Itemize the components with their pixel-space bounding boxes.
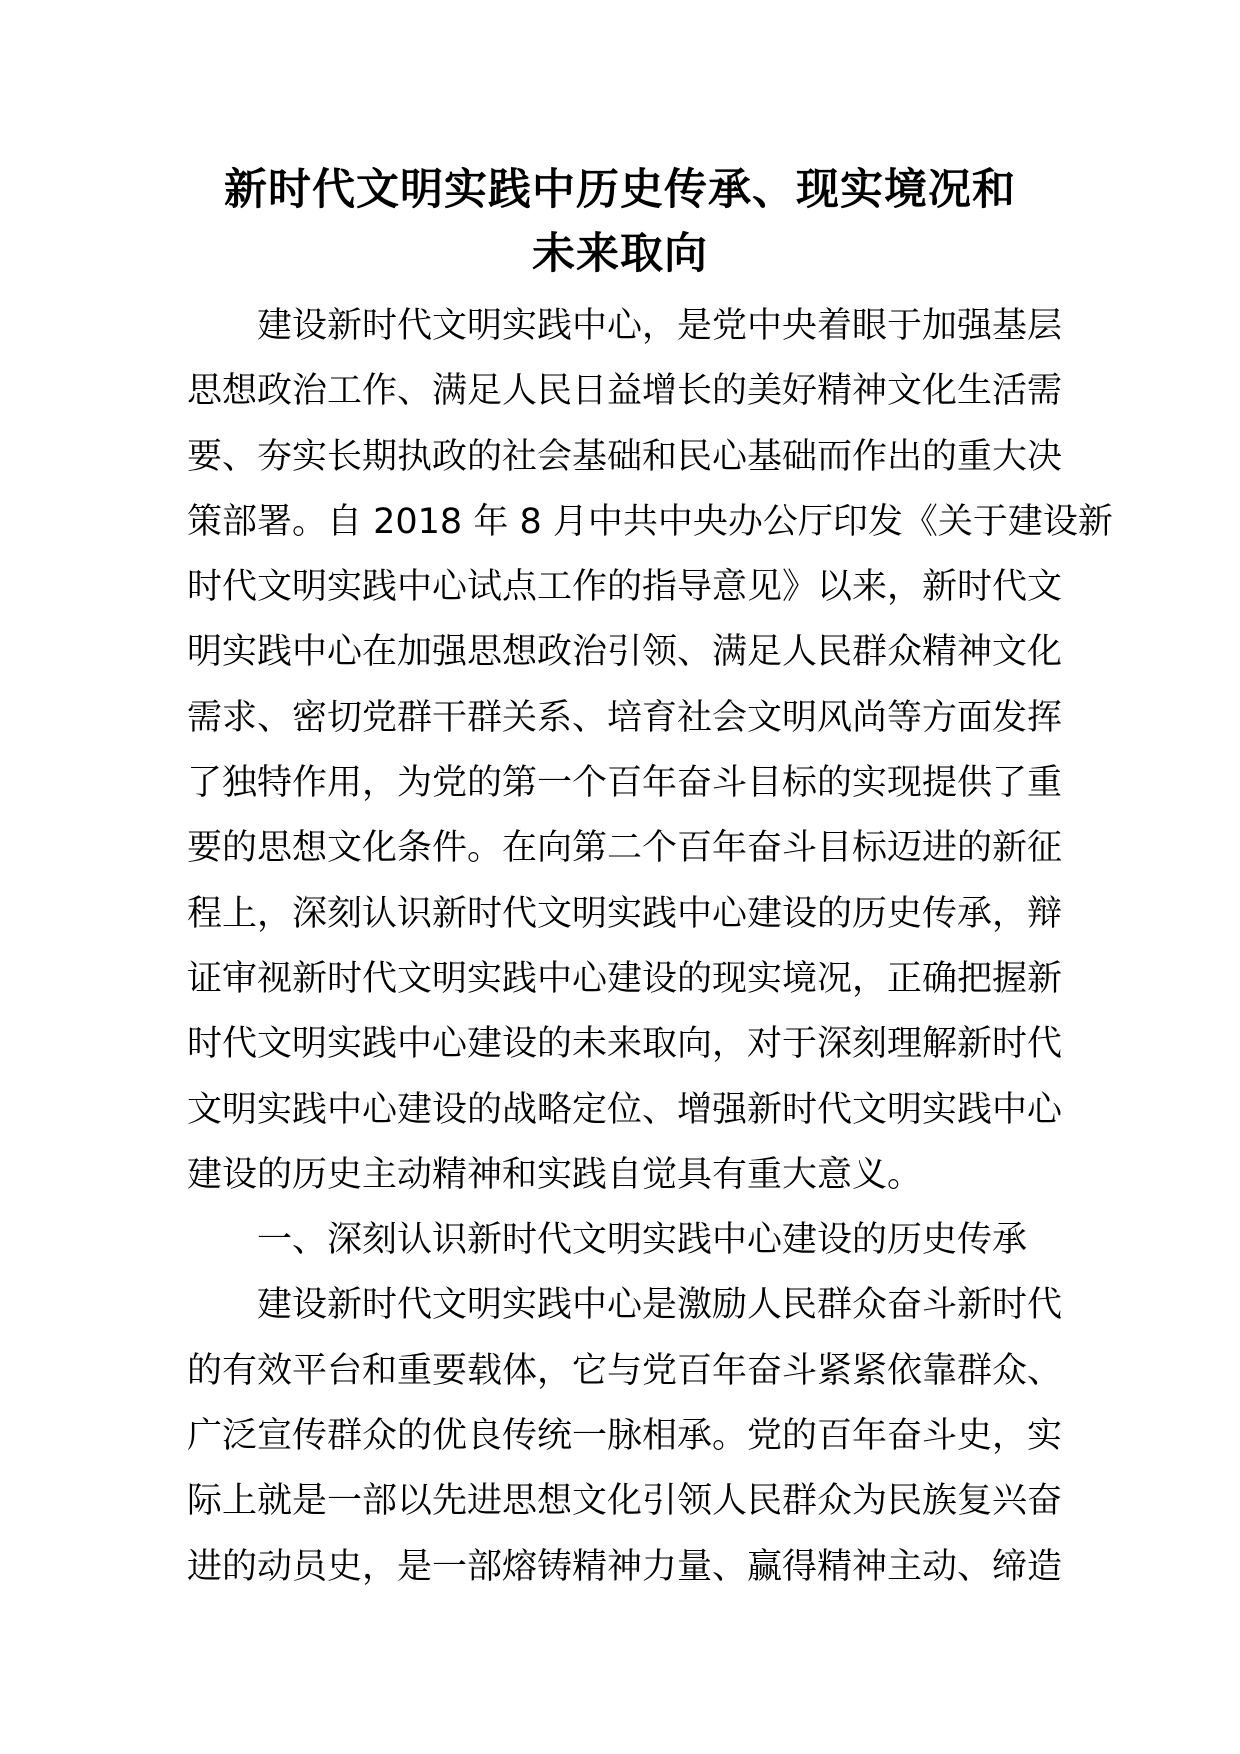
document-title — [160, 158, 1080, 286]
section-heading — [187, 1208, 1053, 1273]
text-line: 际上就是一部以先进思想文化引领人民群众为民族复兴奋 — [187, 1481, 1063, 1522]
text-line: 需求、密切党群干群关系、培育社会文明风尚等方面发挥 — [187, 697, 1063, 738]
text-line: 时代文明实践中心试点工作的指导意见》以来，新时代文 — [187, 567, 1063, 608]
title-line: 新时代文明实践中历史传承、现实境况和 — [224, 165, 1016, 215]
text-line: 要、夯实长期执政的社会基础和民心基础而作出的重大决 — [187, 436, 1063, 477]
text-line: 时代文明实践中心建设的未来取向，对于深刻理解新时代 — [187, 1024, 1063, 1065]
text-line: 广泛宣传群众的优良传统一脉相承。党的百年奋斗史，实 — [187, 1416, 1063, 1457]
text-line: 的有效平台和重要载体，它与党百年奋斗紧紧依靠群众、 — [187, 1350, 1063, 1391]
document-body — [187, 294, 1113, 1600]
section-heading-text: 一、深刻认识新时代文明实践中心建设的历史传承 — [257, 1220, 1028, 1261]
text-line: 进的动员史，是一部熔铸精神力量、赢得精神主动、缔造 — [187, 1546, 1063, 1587]
text-line: 思想政治工作、满足人民日益增长的美好精神文化生活需 — [187, 371, 1063, 412]
text-line: 建设的历史主动精神和实践自觉具有重大意义。 — [187, 1154, 923, 1195]
paragraph-section-one — [187, 1273, 1063, 1599]
text-line: 明实践中心在加强思想政治引领、满足人民群众精神文化 — [187, 632, 1063, 673]
text-line: 证审视新时代文明实践中心建设的现实境况，正确把握新 — [187, 958, 1063, 999]
text-line: 了独特作用，为党的第一个百年奋斗目标的实现提供了重 — [187, 763, 1063, 804]
text-line: 策部署。自 2018 年 8 月中共中央办公厅印发《关于建设新 — [187, 501, 1113, 542]
paragraph-intro — [187, 294, 1113, 1208]
text-line: 要的思想文化条件。在向第二个百年奋斗目标迈进的新征 — [187, 828, 1063, 869]
text-line: 建设新时代文明实践中心，是党中央着眼于加强基层 — [257, 306, 1063, 346]
title-line: 未来取向 — [532, 229, 708, 279]
text-line: 建设新时代文明实践中心是激励人民群众奋斗新时代 — [257, 1285, 1063, 1326]
text-line: 程上，深刻认识新时代文明实践中心建设的历史传承，辩 — [187, 893, 1063, 934]
text-line: 文明实践中心建设的战略定位、增强新时代文明实践中心 — [187, 1089, 1063, 1130]
